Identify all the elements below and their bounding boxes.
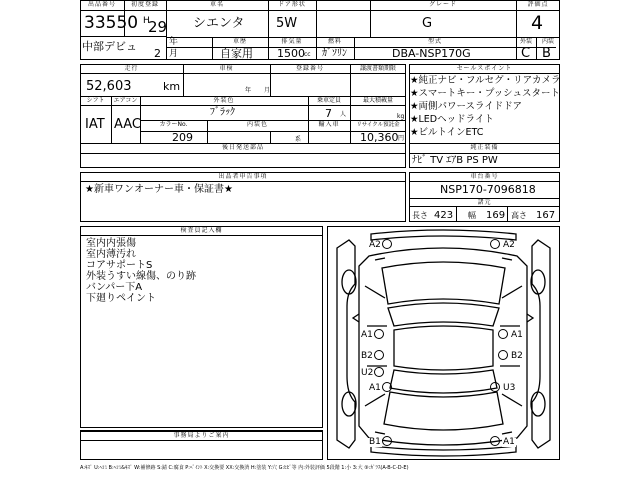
inspection-item-2: 室内薄汚れ <box>86 249 136 260</box>
mileage-label: 走行 <box>124 65 139 72</box>
length-label: 長さ <box>412 211 428 220</box>
usage-value: 自家用 <box>220 47 253 60</box>
recycle-fee-value: 10,360 <box>360 131 399 144</box>
damage-mark-11: B1 <box>369 437 381 447</box>
damage-circle-10 <box>490 436 500 446</box>
reg-month: 2 <box>154 47 161 60</box>
damage-circle-6 <box>498 350 508 360</box>
width-label: 幅 <box>468 211 476 220</box>
inspection-item-5: バンパー下A <box>86 282 143 293</box>
damage-mark-8: A1 <box>369 383 381 393</box>
car-name-label: 車名 <box>209 1 224 8</box>
height-value: 167 <box>536 210 556 221</box>
usage-label: 車歴 <box>232 38 247 45</box>
lot-number: 33550 <box>84 13 139 33</box>
inspection-month-unit: 月 <box>264 87 271 94</box>
displacement-unit: cc <box>304 51 311 58</box>
car-outline-icon <box>327 226 560 460</box>
mileage-unit: km <box>163 80 181 93</box>
doors-label: ドア形状 <box>278 1 306 8</box>
damage-circle-3 <box>374 329 384 339</box>
damage-circle-9 <box>490 382 500 392</box>
lot-label: 出品番号 <box>87 1 116 8</box>
dims-label: 諸元 <box>477 199 492 206</box>
first-reg-label: 初度登録 <box>130 1 159 8</box>
damage-circle-2 <box>490 239 500 249</box>
damage-circle-5 <box>374 350 384 360</box>
color-no-value: 209 <box>172 131 193 144</box>
model-value: DBA-NSP170G <box>392 47 471 60</box>
interior-label: 内装 <box>541 38 554 45</box>
recycle-fee-label: リサイクル預託金 <box>356 122 400 128</box>
load-label: 最大積載量 <box>362 97 393 104</box>
displacement-label: 排気量 <box>281 38 303 45</box>
inspection-item-1: 室内内張傷 <box>86 238 136 249</box>
interior-grade: B <box>542 46 551 61</box>
shift-label: シフト <box>86 97 105 104</box>
capacity-unit: 人 <box>340 111 347 118</box>
era: H <box>143 16 150 26</box>
model-label: 型式 <box>427 38 442 45</box>
selling-point-1: ★純正ナビ・フルセグ・リアカメラ <box>410 75 561 86</box>
selling-points-label: セールスポイント <box>456 65 513 72</box>
footer-legend: A:ｷｽﾞ U:ﾍｺﾐ B:ﾍｺﾐ&ｷｽﾞ W:補修跡 S:錆 C:腐食 P:ﾍﾟｲﾝﾄ X:交換要 XX:交換済 H:塗装 Y:穴 G:ﾋﾋﾞ等 内:外装評価 5段階 1:小 3:大 ⑨:ｶﾞﾗｽ(A-B-C-D-E) <box>80 465 409 471</box>
inspection-item-4: 外装うすい線傷、のり跡 <box>86 271 196 282</box>
capacity-value: 7 <box>325 107 332 120</box>
damage-mark-1: A2 <box>369 240 381 250</box>
damage-mark-3: A1 <box>361 330 373 340</box>
shift-value: IAT <box>85 117 105 132</box>
options-value: ﾅﾋﾞ TV ｴｱB PS PW <box>412 155 498 166</box>
exterior-grade: C <box>521 46 531 61</box>
recycle-deadline-label: 譲渡書類期限 <box>359 65 396 72</box>
interior-color-unit: 系 <box>295 136 302 143</box>
length-value: 423 <box>434 210 454 221</box>
damage-mark-9: U3 <box>503 383 516 393</box>
chassis-number: NSP170-7096818 <box>440 183 536 196</box>
recycle-fee-unit: 円 <box>398 135 405 142</box>
selling-point-5: ★ビルトインETC <box>410 127 484 138</box>
inspection-label: 車検 <box>219 65 234 72</box>
damage-circle-4 <box>498 329 508 339</box>
damage-mark-10: A1 <box>503 437 515 447</box>
color-no-label: カラーNo. <box>159 121 188 128</box>
color-label: 外装色 <box>213 97 235 104</box>
chassis-label: 車台番号 <box>470 173 499 180</box>
damage-mark-2: A2 <box>503 240 515 250</box>
damage-circle-7 <box>374 367 384 377</box>
ac-label: エアコン <box>113 97 138 104</box>
equipment-label: 後日発送部品 <box>221 144 264 151</box>
notes-text: ★新車ワンオーナー車・保証書★ <box>85 184 233 195</box>
inspection-year-unit: 年 <box>245 87 252 94</box>
month-unit: 月 <box>169 49 179 59</box>
office-label: 事務局よりご案内 <box>173 432 230 439</box>
interior-color-label: 内装色 <box>246 121 268 128</box>
selling-point-3: ★両側パワースライドドア <box>410 101 522 112</box>
fuel-value: ｶﾞｿﾘﾝ <box>322 48 347 59</box>
damage-mark-7: U2 <box>361 368 374 378</box>
damage-circle-8 <box>382 382 392 392</box>
inspection-label: 検査員記入欄 <box>180 227 223 234</box>
score-value: 4 <box>531 12 544 34</box>
inspection-item-3: コアサポートS <box>86 260 153 271</box>
damage-mark-6: B2 <box>511 351 523 361</box>
load-unit: kg <box>397 113 405 120</box>
height-label: 高さ <box>511 211 527 220</box>
mileage-value: 52,603 <box>86 79 132 94</box>
debut-text: 中部デビュ <box>82 40 137 53</box>
grade-label: グレード <box>428 1 457 8</box>
year-unit: 年 <box>169 37 179 47</box>
grade-value: G <box>422 16 433 31</box>
options-label: 純正装備 <box>470 144 499 151</box>
damage-mark-5: B2 <box>361 351 373 361</box>
car-name: シエンタ <box>193 16 245 31</box>
exterior-label: 外装 <box>519 38 532 45</box>
capacity-label: 乗車定員 <box>316 97 341 104</box>
displacement-value: 1500 <box>277 47 305 60</box>
doors-value: 5W <box>276 16 298 31</box>
ac-value: AAC <box>114 117 141 132</box>
damage-mark-4: A1 <box>511 330 523 340</box>
selling-point-4: ★LEDヘッドライト <box>410 114 494 125</box>
color-value: ﾌﾞﾗｯｸ <box>210 107 235 118</box>
damage-circle-11 <box>382 436 392 446</box>
selling-point-2: ★スマートキー・プッシュスタート <box>410 88 560 99</box>
score-label: 評価点 <box>527 1 549 8</box>
width-value: 169 <box>486 210 506 221</box>
fuel-label: 燃料 <box>327 38 342 45</box>
notes-label: 出品者申告事項 <box>218 173 268 180</box>
import-label: 輸入車 <box>318 121 340 128</box>
reg-year: 29 <box>148 18 168 36</box>
inspection-item-6: 下廻りペイント <box>86 293 156 304</box>
plate-label: 登録番号 <box>295 65 324 72</box>
damage-circle-1 <box>382 239 392 249</box>
